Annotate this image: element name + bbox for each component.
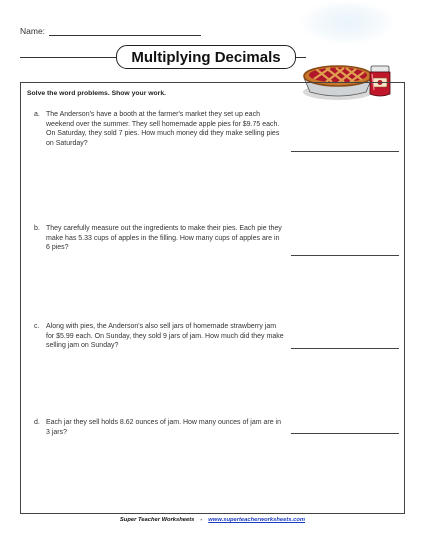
worksheet-title: Multiplying Decimals (116, 45, 296, 69)
question-letter: c. (34, 323, 40, 330)
footer (0, 517, 425, 523)
question-a (34, 110, 284, 148)
instructions: Solve the word problems. Show your work. (27, 90, 166, 97)
question-b (34, 224, 284, 253)
question-letter: a. (34, 111, 40, 118)
answer-line-b[interactable] (291, 255, 399, 256)
footer-separator: - (200, 517, 203, 523)
question-c (34, 322, 284, 351)
name-input-line[interactable] (49, 35, 201, 36)
question-text: They carefully measure out the ingredients to make their pies. Each pie they make has 5.33 cups of apples in the filling. How many cups of apples are in 6 pies? (46, 225, 282, 251)
answer-line-a[interactable] (291, 151, 399, 152)
footer-url-link[interactable]: www.superteacherworksheets.com (208, 517, 306, 523)
header-rule-left (20, 57, 117, 58)
answer-line-c[interactable] (291, 348, 399, 349)
question-letter: b. (34, 225, 40, 232)
question-d (34, 418, 284, 437)
question-text: The Anderson's have a booth at the farmer's market they set up each weekend over the summer. They sell homemade apple pies for $9.75 each. On Saturday, they sold 7 pies. How much money did they make selling pies on Saturday? (46, 111, 280, 147)
question-text: Each jar they sell holds 8.62 ounces of jam. How many ounces of jam are in 3 jars? (46, 419, 282, 436)
question-text: Along with pies, the Anderson's also sell jars of homemade strawberry jam for $5.99 each. On Sunday, they sold 9 jars of jam. How much did they make selling jam on Sunday? (46, 323, 284, 349)
footer-brand: Super Teacher Worksheets (119, 517, 195, 523)
question-letter: d. (34, 419, 40, 426)
background-glow (300, 0, 395, 45)
answer-line-d[interactable] (291, 433, 399, 434)
name-label: Name: (20, 26, 46, 36)
